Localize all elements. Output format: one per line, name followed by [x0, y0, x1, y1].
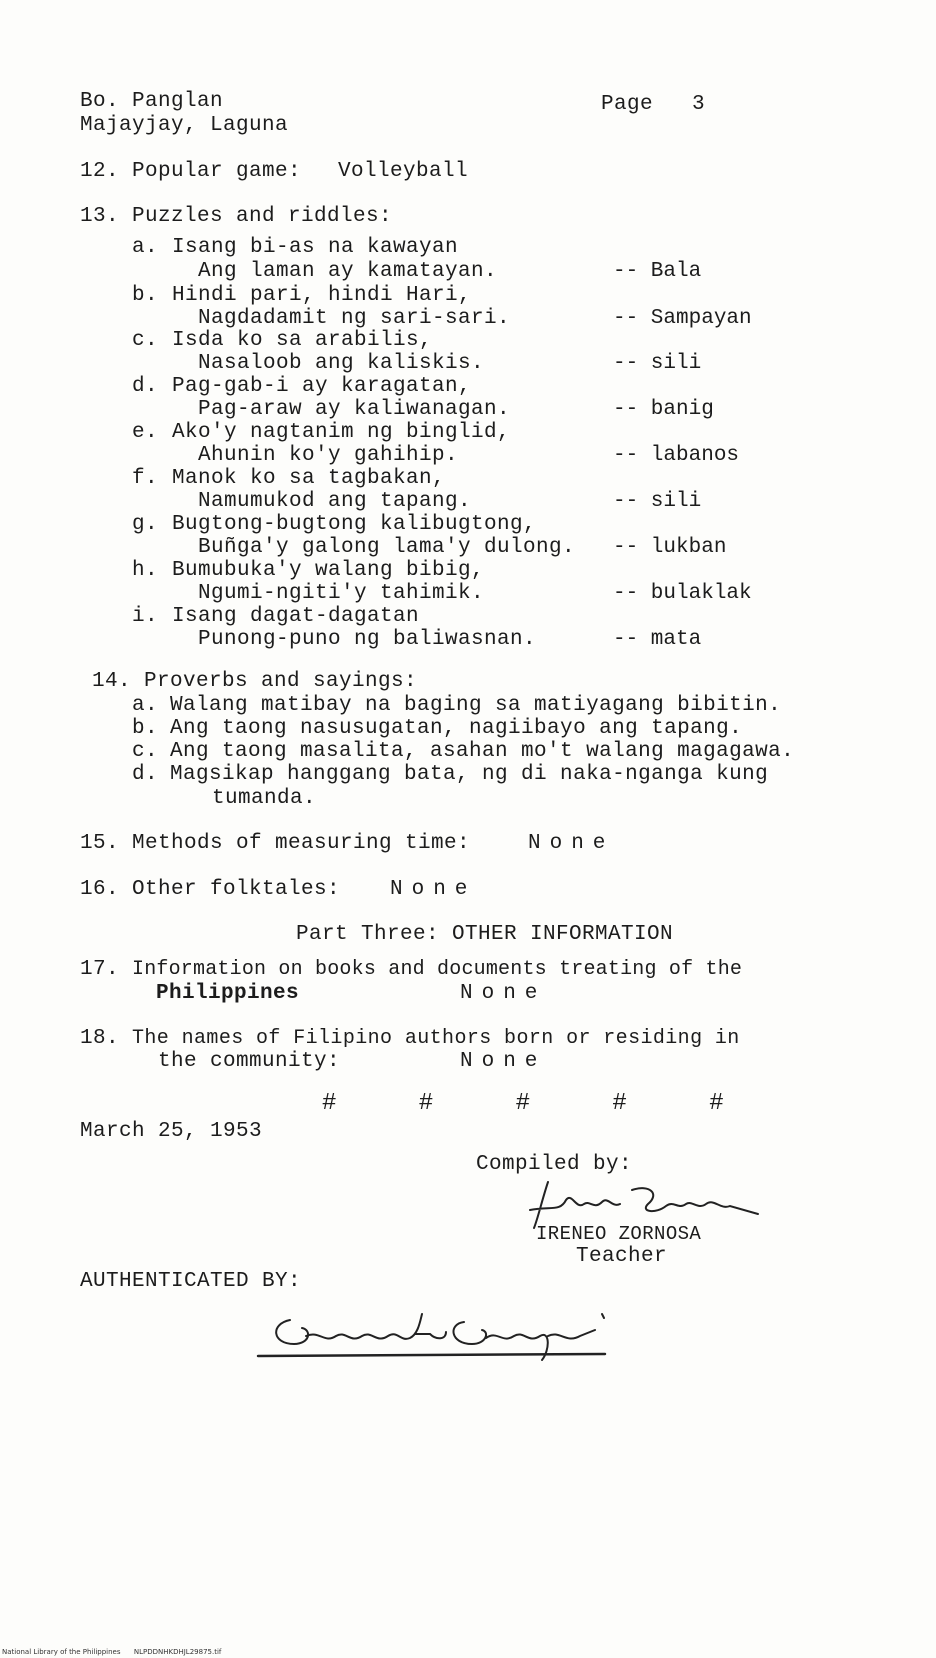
- page-number: Page 3: [601, 93, 706, 116]
- archive-footer: [2, 1648, 221, 1656]
- proverb-text: Ang taong nasusugatan, nagiibayo ang tapang.: [170, 717, 743, 740]
- riddle-line1: Isang bi-as na kawayan: [172, 236, 459, 259]
- riddle-line2: Nagdadamit ng sari-sari.: [198, 307, 511, 330]
- part-three-heading: Part Three: OTHER INFORMATION: [296, 923, 674, 946]
- proverb-text: Magsikap hanggang bata, ng di naka-nganga kung: [170, 763, 769, 786]
- item15-value: None: [528, 832, 615, 855]
- riddle-letter: g.: [132, 513, 159, 536]
- proverb-letter: b.: [132, 717, 159, 740]
- proverb-letter: a.: [132, 694, 159, 717]
- compiled-by-label: Compiled by:: [476, 1153, 633, 1176]
- riddle-letter: c.: [132, 329, 159, 352]
- riddle-line1: Pag-gab-i ay karagatan,: [172, 375, 472, 398]
- item14-label: Proverbs and sayings:: [144, 670, 418, 693]
- location-line2: Majayjay, Laguna: [80, 114, 289, 137]
- item17-line2: Philippines: [156, 982, 300, 1005]
- riddle-answer: -- Bala: [613, 260, 702, 283]
- riddle-letter: i.: [132, 605, 159, 628]
- riddle-answer: -- bulaklak: [613, 582, 752, 605]
- riddle-line2: Ang laman ay kamatayan.: [198, 260, 498, 283]
- riddle-line1: Ako'y nagtanim ng binglid,: [172, 421, 511, 444]
- item17-number: 17.: [80, 958, 120, 981]
- riddle-line2: Pag-araw ay kaliwanagan.: [198, 398, 511, 421]
- item13-label: Puzzles and riddles:: [132, 205, 393, 228]
- riddle-letter: f.: [132, 467, 159, 490]
- riddle-answer: -- Sampayan: [613, 307, 752, 330]
- riddle-letter: b.: [132, 284, 159, 307]
- end-marks: # # # # #: [322, 1090, 758, 1117]
- riddle-line1: Hindi pari, hindi Hari,: [172, 284, 472, 307]
- footer-library: National Library of the Philippines: [2, 1648, 121, 1656]
- item14-number: 14.: [92, 670, 132, 693]
- riddle-letter: a.: [132, 236, 159, 259]
- proverb-continuation: tumanda.: [212, 787, 317, 810]
- item16-number: 16.: [80, 878, 120, 901]
- riddle-line1: Isda ko sa arabilis,: [172, 329, 433, 352]
- riddle-line1: Isang dagat-dagatan: [172, 605, 420, 628]
- item12-value: Volleyball: [338, 160, 469, 183]
- item17-value: None: [460, 982, 547, 1005]
- riddle-answer: -- mata: [613, 628, 702, 651]
- proverb-letter: d.: [132, 763, 159, 786]
- item15-number: 15.: [80, 832, 120, 855]
- riddle-line2: Nasaloob ang kaliskis.: [198, 352, 485, 375]
- document-date: March 25, 1953: [80, 1120, 263, 1143]
- compiler-name: IRENEO ZORNOSA: [536, 1223, 702, 1245]
- riddle-answer: -- sili: [613, 490, 702, 513]
- riddle-answer: -- sili: [613, 352, 702, 375]
- item13-number: 13.: [80, 205, 120, 228]
- item18-number: 18.: [80, 1027, 120, 1050]
- riddle-letter: d.: [132, 375, 159, 398]
- riddle-line2: Ahunin ko'y gahihip.: [198, 444, 459, 467]
- riddle-line1: Bumubuka'y walang bibig,: [172, 559, 485, 582]
- item15-label: Methods of measuring time:: [132, 832, 471, 855]
- riddle-letter: h.: [132, 559, 159, 582]
- authenticator-signature: [250, 1300, 620, 1380]
- riddle-line2: Ngumi-ngiti'y tahimik.: [198, 582, 485, 605]
- riddle-line2: Buñga'y galong lama'y dulong.: [198, 536, 576, 559]
- compiler-title: Teacher: [576, 1245, 668, 1268]
- riddle-line2: Punong-puno ng baliwasnan.: [198, 628, 537, 651]
- item16-value: None: [390, 878, 477, 901]
- item18-line2: the community:: [158, 1050, 341, 1073]
- proverb-text: Walang matibay na baging sa matiyagang bibitin.: [170, 694, 782, 717]
- item18-value: None: [460, 1050, 547, 1073]
- location-line1: Bo. Panglan: [80, 90, 224, 113]
- riddle-line2: Namumukod ang tapang.: [198, 490, 472, 513]
- item18-line1: The names of Filipino authors born or residing in: [132, 1027, 740, 1050]
- footer-file: NLPDDNHKDHJL29875.tif: [133, 1648, 222, 1656]
- item16-label: Other folktales:: [132, 878, 341, 901]
- riddle-line1: Manok ko sa tagbakan,: [172, 467, 446, 490]
- proverb-text: Ang taong masalita, asahan mo't walang magagawa.: [170, 740, 795, 763]
- riddle-answer: -- banig: [613, 398, 714, 421]
- riddle-letter: e.: [132, 421, 159, 444]
- riddle-line1: Bugtong-bugtong kalibugtong,: [172, 513, 537, 536]
- riddle-answer: -- lukban: [613, 536, 727, 559]
- item17-line1: Information on books and documents treating of the: [132, 958, 743, 981]
- item12-label: Popular game:: [132, 160, 302, 183]
- proverb-letter: c.: [132, 740, 159, 763]
- riddle-answer: -- labanos: [613, 444, 740, 467]
- item12-number: 12.: [80, 160, 120, 183]
- authenticated-by-label: AUTHENTICATED BY:: [80, 1270, 302, 1293]
